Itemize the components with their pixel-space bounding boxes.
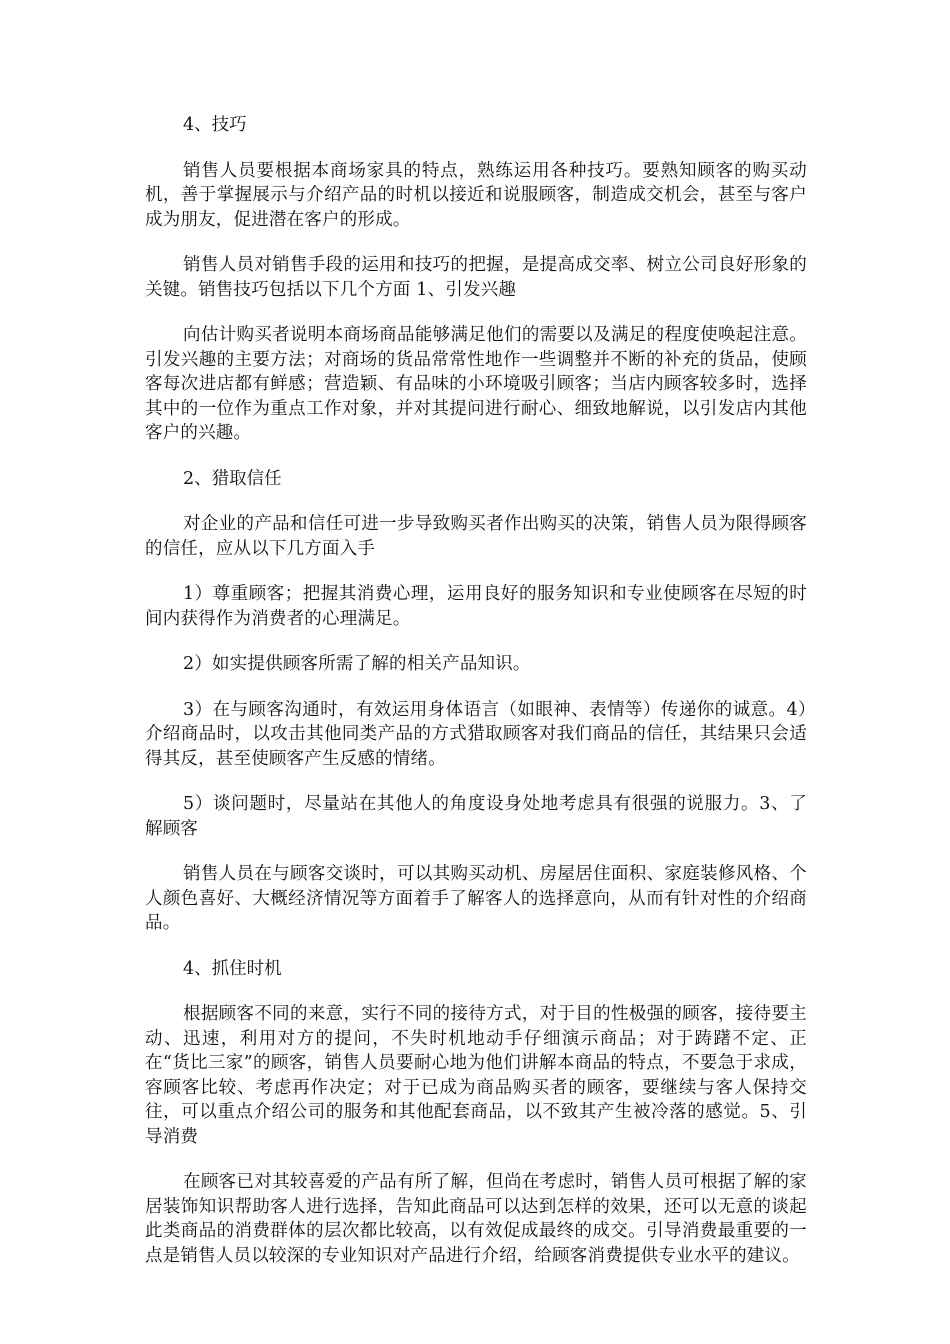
section-heading-gain-trust: 2、猎取信任 <box>183 468 282 489</box>
paragraph-gain-trust-intro: 对企业的产品和信任可进一步导致购买者作出购买的决策，销售人员为限得顾客的信任，应从以下几方面入手 <box>145 514 807 559</box>
paragraph-trust-item-5: 5）谈问题时，尽量站在其他人的角度设身处地考虑具有很强的说服力。3、了解顾客 <box>145 794 807 839</box>
paragraph-arouse-interest: 向估计购买者说明本商场商品能够满足他们的需要以及满足的程度使唤起注意。引发兴趣的主要方法；对商场的货品常常性地作一些调整并不断的补充的货品，使顾客每次进店都有鲜感；营造颖、有品味的小环境吸引顾客；当店内顾客较多时，选择其中的一位作为重点工作对象，并对其提问进行耐心、细致地解说，以引发店内其他客户的兴趣。 <box>145 325 807 443</box>
paragraph-guide-consumption: 在顾客已对其较喜爱的产品有所了解，但尚在考虑时，销售人员可根据了解的家居装饰知识帮助客人进行选择，告知此商品可以达到怎样的效果，还可以无意的谈起此类商品的消费群体的层次都比较高，以有效促成最终的成交。引导消费最重要的一点是销售人员以较深的专业知识对产品进行介绍，给顾客消费提供专业水平的建议。 <box>145 1172 807 1266</box>
section-heading-skills: 4、技巧 <box>183 115 247 135</box>
paragraph-understand-customer: 销售人员在与顾客交谈时，可以其购买动机、房屋居住面积、家庭装修风格、个人颜色喜好、大概经济情况等方面着手了解客人的选择意向，从而有针对性的介绍商品。 <box>145 864 807 933</box>
paragraph-seize-timing: 根据顾客不同的来意，实行不同的接待方式，对于目的性极强的顾客，接待要主动、迅速，利用对方的提问，不失时机地动手仔细演示商品；对于踌躇不定、正在“货比三家”的顾客，销售人员要耐心地为他们讲解本商品的特点，不要急于求成，容顾客比较、考虑再作决定；对于已成为商品购买者的顾客，要继续与客人保持交往，可以重点介绍公司的服务和其他配套商品，以不致其产生被冷落的感觉。5、引导消费 <box>145 1004 807 1147</box>
paragraph-skills-intro: 销售人员要根据本商场家具的特点，熟练运用各种技巧。要熟知顾客的购买动机，善于掌握展示与介绍产品的时机以接近和说服顾客，制造成交机会，甚至与客户成为朋友，促进潜在客户的形成。 <box>145 160 807 230</box>
paragraph-trust-item-1: 1）尊重顾客；把握其消费心理，运用良好的服务知识和专业使顾客在尽短的时间内获得作为消费者的心理满足。 <box>145 584 807 629</box>
document-body <box>145 113 807 1289</box>
paragraph-trust-item-2: 2）如实提供顾客所需了解的相关产品知识。 <box>183 654 531 674</box>
paragraph-trust-item-3-4: 3）在与顾客沟通时，有效运用身体语言（如眼神、表情等）传递你的诚意。4）介绍商品时，以攻击其他同类产品的方式猎取顾客对我们商品的信任，其结果只会适得其反，甚至使顾客产生反感的情绪。 <box>145 699 807 769</box>
section-heading-seize-timing: 4、抓住时机 <box>183 958 282 979</box>
paragraph-skills-key: 销售人员对销售手段的运用和技巧的把握，是提高成交率、树立公司良好形象的关键。销售技巧包括以下几个方面 1、引发兴趣 <box>145 255 807 300</box>
